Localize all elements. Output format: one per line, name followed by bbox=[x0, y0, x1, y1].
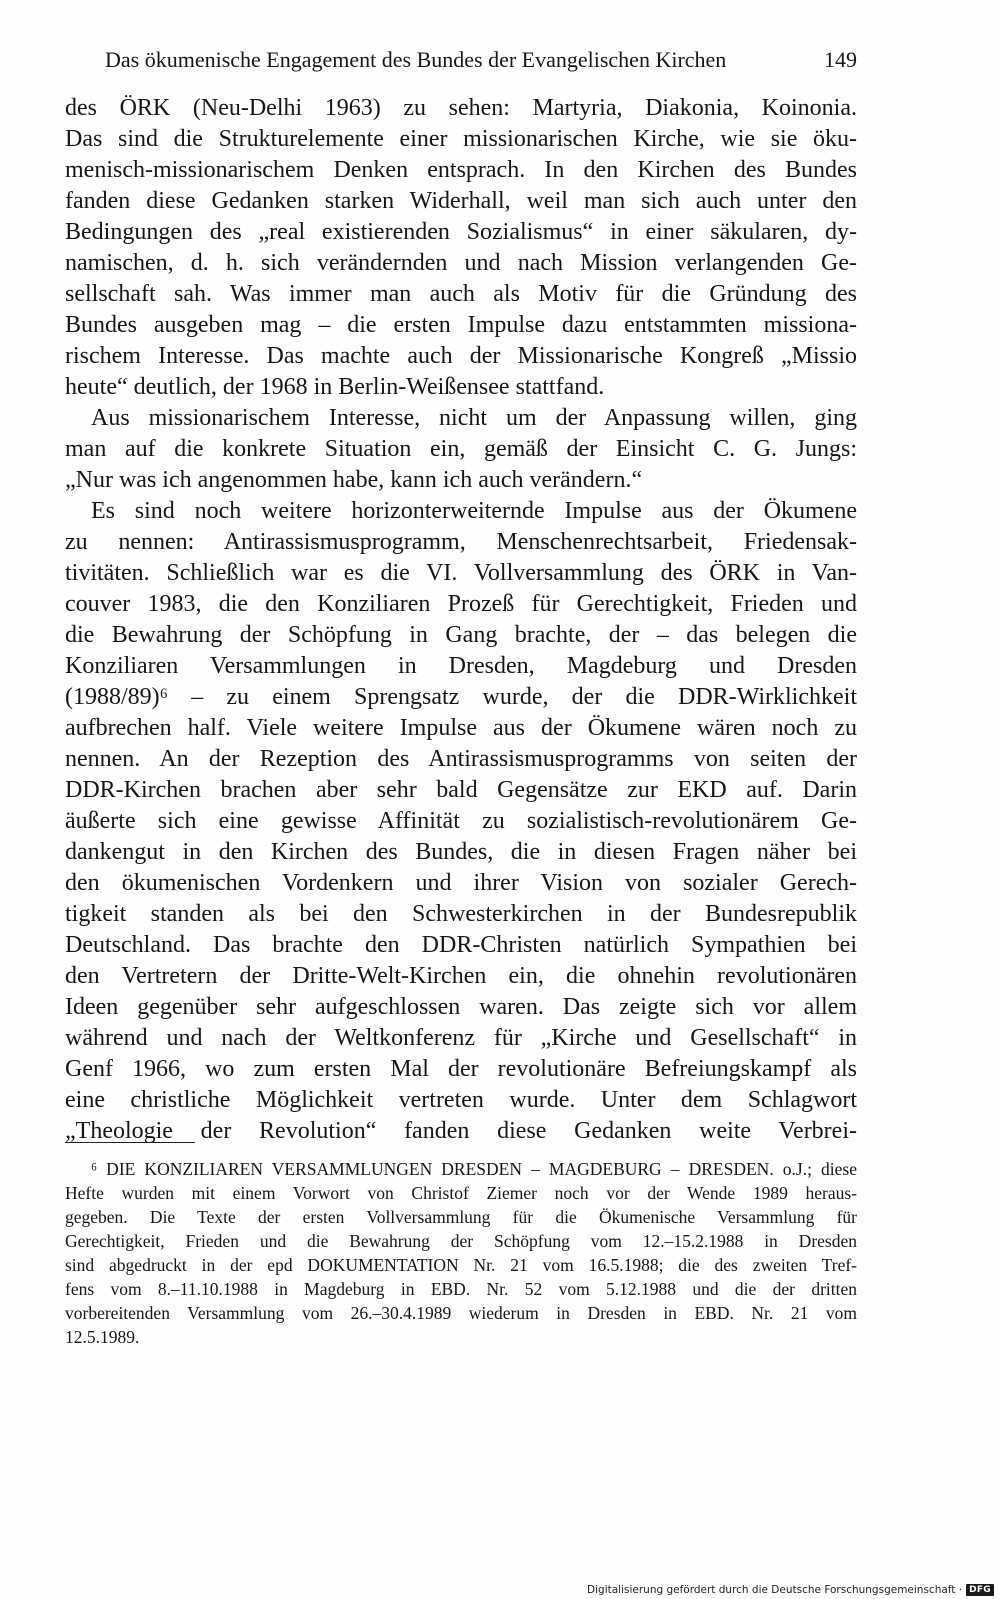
body-line: namischen, d. h. sich verändernden und nach Mission verlangenden Ge- bbox=[65, 250, 857, 276]
body-line: DDR-Kirchen brachen aber sehr bald Gegensätze zur EKD auf. Darin bbox=[65, 777, 857, 803]
body-line: aufbrechen half. Viele weitere Impulse aus der Ökumene wären noch zu bbox=[65, 715, 857, 741]
body-line: (1988/89)⁶ – zu einem Sprengsatz wurde, der die DDR-Wirklichkeit bbox=[65, 684, 857, 710]
body-line: Es sind noch weitere horizonterweiternde Impulse aus der Ökumene bbox=[91, 498, 857, 524]
body-line: Aus missionarischem Interesse, nicht um der Anpassung willen, ging bbox=[91, 405, 857, 431]
credit-text: Digitalisierung gefördert durch die Deutsche Forschungsgemeinschaft · bbox=[587, 1584, 963, 1596]
body-line: „Theologie der Revolution“ fanden diese Gedanken weite Verbrei- bbox=[65, 1118, 857, 1144]
body-line: heute“ deutlich, der 1968 in Berlin-Weißensee stattfand. bbox=[65, 374, 605, 400]
body-line: Bundes ausgeben mag – die ersten Impulse dazu entstammten missiona- bbox=[65, 312, 857, 338]
body-line: „Nur was ich angenommen habe, kann ich auch verändern.“ bbox=[65, 467, 643, 493]
footnote-line: vorbereitenden Versammlung vom 26.–30.4.1989 wiederum in Dresden in EBD. Nr. 21 vom bbox=[65, 1303, 857, 1323]
body-line: couver 1983, die den Konziliaren Prozeß für Gerechtigkeit, Frieden und bbox=[65, 591, 857, 617]
dfg-logo: DFG bbox=[966, 1584, 994, 1596]
body-line: während und nach der Weltkonferenz für „Kirche und Gesellschaft“ in bbox=[65, 1025, 857, 1051]
footnotes bbox=[65, 1157, 857, 1349]
body-line: Genf 1966, wo zum ersten Mal der revolutionäre Befreiungskampf als bbox=[65, 1056, 857, 1082]
body-line: fanden diese Gedanken starken Widerhall, weil man sich auch unter den bbox=[65, 188, 857, 214]
footnote-line: fens vom 8.–11.10.1988 in Magdeburg in EBD. Nr. 52 vom 5.12.1988 und die der dritten bbox=[65, 1279, 857, 1299]
body-line: des ÖRK (Neu-Delhi 1963) zu sehen: Martyria, Diakonia, Koinonia. bbox=[65, 95, 857, 121]
footnote-line: 12.5.1989. bbox=[65, 1327, 140, 1347]
body-line: man auf die konkrete Situation ein, gemäß der Einsicht C. G. Jungs: bbox=[65, 436, 857, 462]
body-line: eine christliche Möglichkeit vertreten wurde. Unter dem Schlagwort bbox=[65, 1087, 857, 1113]
footnote-line: Gerechtigkeit, Frieden und die Bewahrung der Schöpfung vom 12.–15.2.1988 in Dresden bbox=[65, 1231, 857, 1251]
body-line: Bedingungen des „real existierenden Sozialismus“ in einer säkularen, dy- bbox=[65, 219, 857, 245]
footnote-line: Hefte wurden mit einem Vorwort von Christof Ziemer noch vor der Wende 1989 heraus- bbox=[65, 1183, 857, 1203]
body-line: nennen. An der Rezeption des Antirassismusprogramms von seiten der bbox=[65, 746, 857, 772]
body-line: Ideen gegenüber sehr aufgeschlossen waren. Das zeigte sich vor allem bbox=[65, 994, 857, 1020]
footnote-line: ⁶ DIE KONZILIAREN VERSAMMLUNGEN DRESDEN – MAGDEBURG – DRESDEN. o.J.; diese bbox=[91, 1159, 857, 1179]
body-line: zu nennen: Antirassismusprogramm, Menschenrechtsarbeit, Friedensak- bbox=[65, 529, 857, 555]
body-line: tivitäten. Schließlich war es die VI. Vollversammlung des ÖRK in Van- bbox=[65, 560, 857, 586]
body-line: Das sind die Strukturelemente einer missionarischen Kirche, wie sie öku- bbox=[65, 126, 857, 152]
body-line: tigkeit standen als bei den Schwesterkirchen in der Bundesrepublik bbox=[65, 901, 857, 927]
footnote-line: gegeben. Die Texte der ersten Vollversammlung für die Ökumenische Versammlung für bbox=[65, 1207, 857, 1227]
running-header-title: Das ökumenische Engagement des Bundes der Evangelischen Kirchen bbox=[105, 47, 727, 72]
body-line: Konziliaren Versammlungen in Dresden, Magdeburg und Dresden bbox=[65, 653, 857, 679]
body-line: den Vertretern der Dritte-Welt-Kirchen ein, die ohnehin revolutionären bbox=[65, 963, 857, 989]
body-line: den ökumenischen Vordenkern und ihrer Vision von sozialer Gerech- bbox=[65, 870, 857, 896]
footnote-line: sind abgedruckt in der epd DOKUMENTATION Nr. 21 vom 16.5.1988; die des zweiten Tref- bbox=[65, 1255, 857, 1275]
body-text bbox=[65, 93, 857, 1147]
body-line: sellschaft sah. Was immer man auch als Motiv für die Gründung des bbox=[65, 281, 857, 307]
body-line: Deutschland. Das brachte den DDR-Christen natürlich Sympathien bei bbox=[65, 932, 857, 958]
body-line: die Bewahrung der Schöpfung in Gang brachte, der – das belegen die bbox=[65, 622, 857, 648]
body-line: rischem Interesse. Das machte auch der Missionarische Kongreß „Missio bbox=[65, 343, 857, 369]
footnote-separator bbox=[65, 1142, 195, 1143]
body-line: menisch-missionarischem Denken entsprach. In den Kirchen des Bundes bbox=[65, 157, 857, 183]
body-line: äußerte sich eine gewisse Affinität zu sozialistisch-revolutionärem Ge- bbox=[65, 808, 857, 834]
body-line: dankengut in den Kirchen des Bundes, die in diesen Fragen näher bei bbox=[65, 839, 857, 865]
digitization-credit bbox=[587, 1584, 994, 1596]
page-number: 149 bbox=[824, 47, 857, 72]
